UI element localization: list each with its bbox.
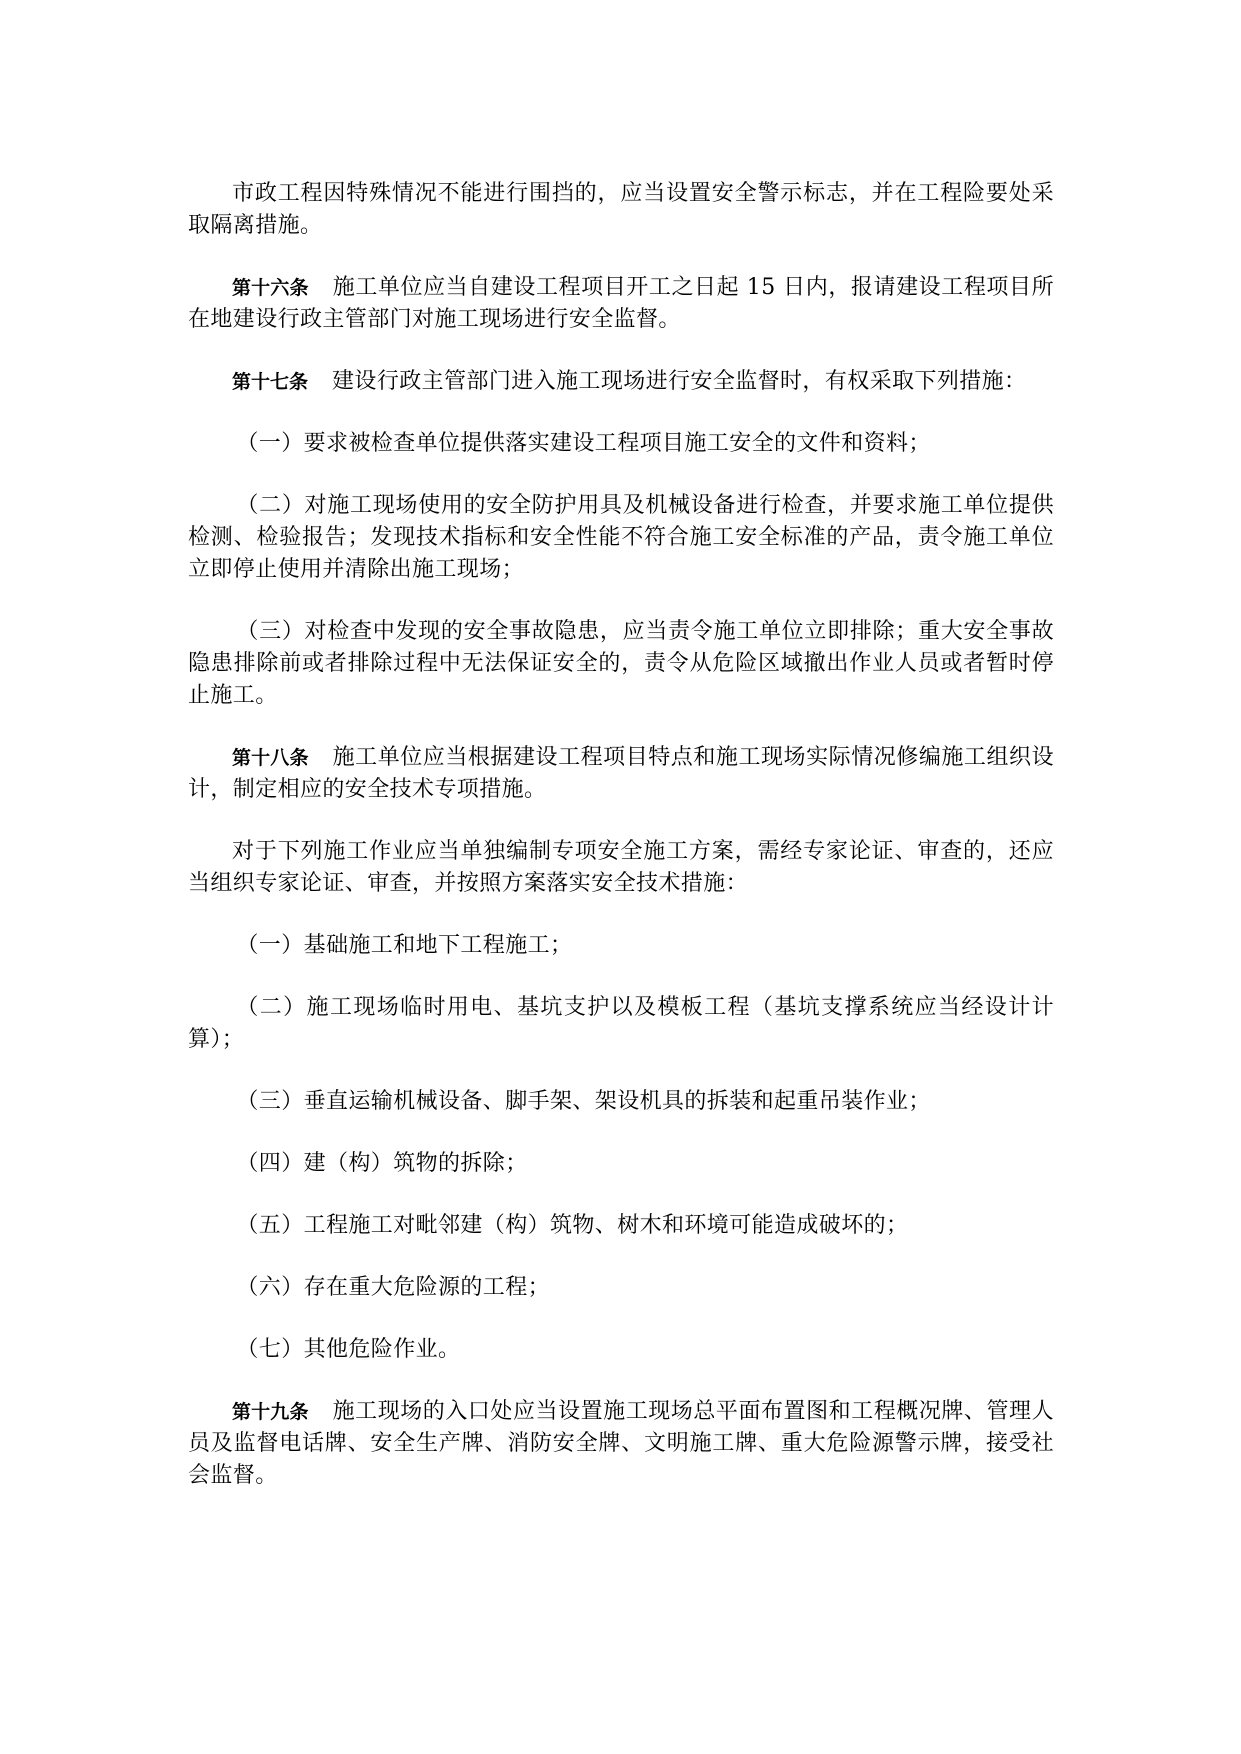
list-item	[188, 428, 1054, 460]
list-item	[188, 930, 1054, 962]
paragraph-text: （三）对检查中发现的安全事故隐患，应当责令施工单位立即排除；重大安全事故隐患排除前或者排除过程中无法保证安全的，责令从危险区域撤出作业人员或者暂时停止施工。	[188, 619, 1054, 708]
article-16	[188, 272, 1054, 336]
paragraph-text: （一）要求被检查单位提供落实建设工程项目施工安全的文件和资料；	[236, 431, 931, 456]
list-item	[188, 992, 1054, 1056]
paragraph-special-plan	[188, 836, 1054, 900]
list-item	[188, 1334, 1054, 1366]
paragraph-text: （四）建（构）筑物的拆除；	[236, 1151, 528, 1176]
paragraph-text: 市政工程因特殊情况不能进行围挡的，应当设置安全警示标志，并在工程险要处采取隔离措施。	[188, 181, 1054, 238]
paragraph-text: （一）基础施工和地下工程施工；	[236, 933, 573, 958]
paragraph-text: （三）垂直运输机械设备、脚手架、架设机具的拆装和起重吊装作业；	[236, 1089, 931, 1114]
article-number: 第十七条	[232, 371, 309, 393]
list-item	[188, 490, 1054, 586]
article-17	[188, 366, 1054, 398]
paragraph-text: 对于下列施工作业应当单独编制专项安全施工方案，需经专家论证、审查的，还应当组织专家论证、审查，并按照方案落实安全技术措施：	[188, 839, 1054, 896]
list-item	[188, 616, 1054, 712]
paragraph-text: （六）存在重大危险源的工程；	[236, 1275, 550, 1300]
article-18	[188, 742, 1054, 806]
article-number: 第十六条	[232, 277, 309, 299]
article-19	[188, 1396, 1054, 1492]
article-number: 第十九条	[232, 1401, 309, 1423]
paragraph-text: （二）施工现场临时用电、基坑支护以及模板工程（基坑支撑系统应当经设计计算）；	[188, 995, 1054, 1052]
document-page	[188, 178, 1054, 1522]
list-item	[188, 1210, 1054, 1242]
paragraph-text: 施工单位应当根据建设工程项目特点和施工现场实际情况修编施工组织设计，制定相应的安全技术专项措施。	[188, 745, 1054, 802]
paragraph-text: 建设行政主管部门进入施工现场进行安全监督时，有权采取下列措施：	[332, 369, 1027, 394]
paragraph-text: （二）对施工现场使用的安全防护用具及机械设备进行检查，并要求施工单位提供检测、检验报告；发现技术指标和安全性能不符合施工安全标准的产品，责令施工单位立即停止使用并清除出施工现场；	[188, 493, 1054, 582]
paragraph-text: （五）工程施工对毗邻建（构）筑物、树木和环境可能造成破坏的；	[236, 1213, 909, 1238]
list-item	[188, 1086, 1054, 1118]
paragraph-text: 施工现场的入口处应当设置施工现场总平面布置图和工程概况牌、管理人员及监督电话牌、安全生产牌、消防安全牌、文明施工牌、重大危险源警示牌，接受社会监督。	[188, 1399, 1054, 1488]
article-number: 第十八条	[232, 747, 309, 769]
paragraph-text: （七）其他危险作业。	[236, 1337, 461, 1362]
paragraph-construction-enclosure	[188, 178, 1054, 242]
paragraph-text: 施工单位应当自建设工程项目开工之日起 15 日内，报请建设工程项目所在地建设行政主管部门对施工现场进行安全监督。	[188, 275, 1054, 332]
list-item	[188, 1272, 1054, 1304]
list-item	[188, 1148, 1054, 1180]
